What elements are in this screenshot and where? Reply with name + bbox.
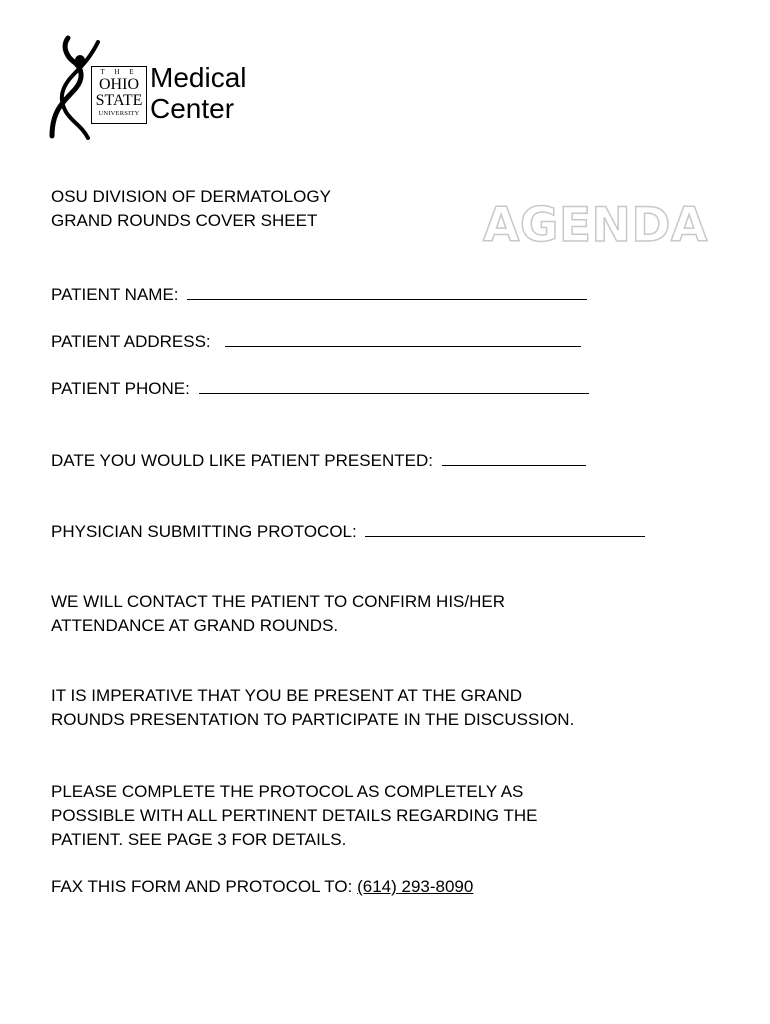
field-patient-phone	[51, 376, 589, 401]
header-division: OSU DIVISION OF DERMATOLOGY	[51, 187, 331, 206]
fax-number-link[interactable]: (614) 293-8090	[357, 877, 474, 896]
date-presented-label: DATE YOU WOULD LIKE PATIENT PRESENTED:	[51, 451, 433, 470]
patient-name-label: PATIENT NAME:	[51, 285, 179, 304]
patient-name-blank[interactable]	[187, 282, 587, 300]
badge-university: UNIVERSITY	[98, 110, 140, 117]
paragraph-imperative-line1: IT IS IMPERATIVE THAT YOU BE PRESENT AT THE GRAND	[51, 686, 523, 705]
date-presented-blank[interactable]	[442, 448, 586, 466]
logo-wordmark	[150, 62, 246, 124]
paragraph-complete	[51, 780, 538, 852]
patient-phone-blank[interactable]	[199, 376, 589, 394]
field-physician	[51, 519, 645, 544]
badge-state: STATE	[95, 92, 143, 109]
paragraph-imperative-line2: ROUNDS PRESENTATION TO PARTICIPATE IN THE DISCUSSION.	[51, 710, 575, 729]
physician-blank[interactable]	[365, 519, 645, 537]
field-patient-name	[51, 282, 587, 307]
paragraph-imperative	[51, 684, 574, 732]
patient-phone-label: PATIENT PHONE:	[51, 379, 190, 398]
paragraph-complete-line2: POSSIBLE WITH ALL PERTINENT DETAILS REGARDING THE	[51, 806, 538, 825]
patient-address-blank[interactable]	[225, 329, 581, 347]
ohio-state-badge	[91, 66, 147, 124]
paragraph-contact-line1: WE WILL CONTACT THE PATIENT TO CONFIRM HIS/HER	[51, 592, 506, 611]
fax-line	[51, 875, 473, 899]
badge-the: T H E	[100, 68, 138, 76]
osu-medical-center-logo	[44, 34, 264, 140]
field-patient-address	[51, 329, 581, 354]
badge-ohio: OHIO	[99, 76, 139, 93]
paragraph-contact	[51, 590, 505, 638]
logo-line-center: Center	[150, 93, 235, 124]
field-date-presented	[51, 448, 586, 473]
paragraph-complete-line3: PATIENT. SEE PAGE 3 FOR DETAILS.	[51, 830, 347, 849]
fax-label: FAX THIS FORM AND PROTOCOL TO:	[51, 877, 353, 896]
physician-label: PHYSICIAN SUBMITTING PROTOCOL:	[51, 522, 357, 541]
paragraph-complete-line1: PLEASE COMPLETE THE PROTOCOL AS COMPLETELY AS	[51, 782, 524, 801]
logo-line-medical: Medical	[150, 62, 247, 93]
agenda-stamp: AGENDA	[483, 198, 708, 253]
header-cover-sheet: GRAND ROUNDS COVER SHEET	[51, 211, 318, 230]
patient-address-label: PATIENT ADDRESS:	[51, 332, 211, 351]
paragraph-contact-line2: ATTENDANCE AT GRAND ROUNDS.	[51, 616, 339, 635]
